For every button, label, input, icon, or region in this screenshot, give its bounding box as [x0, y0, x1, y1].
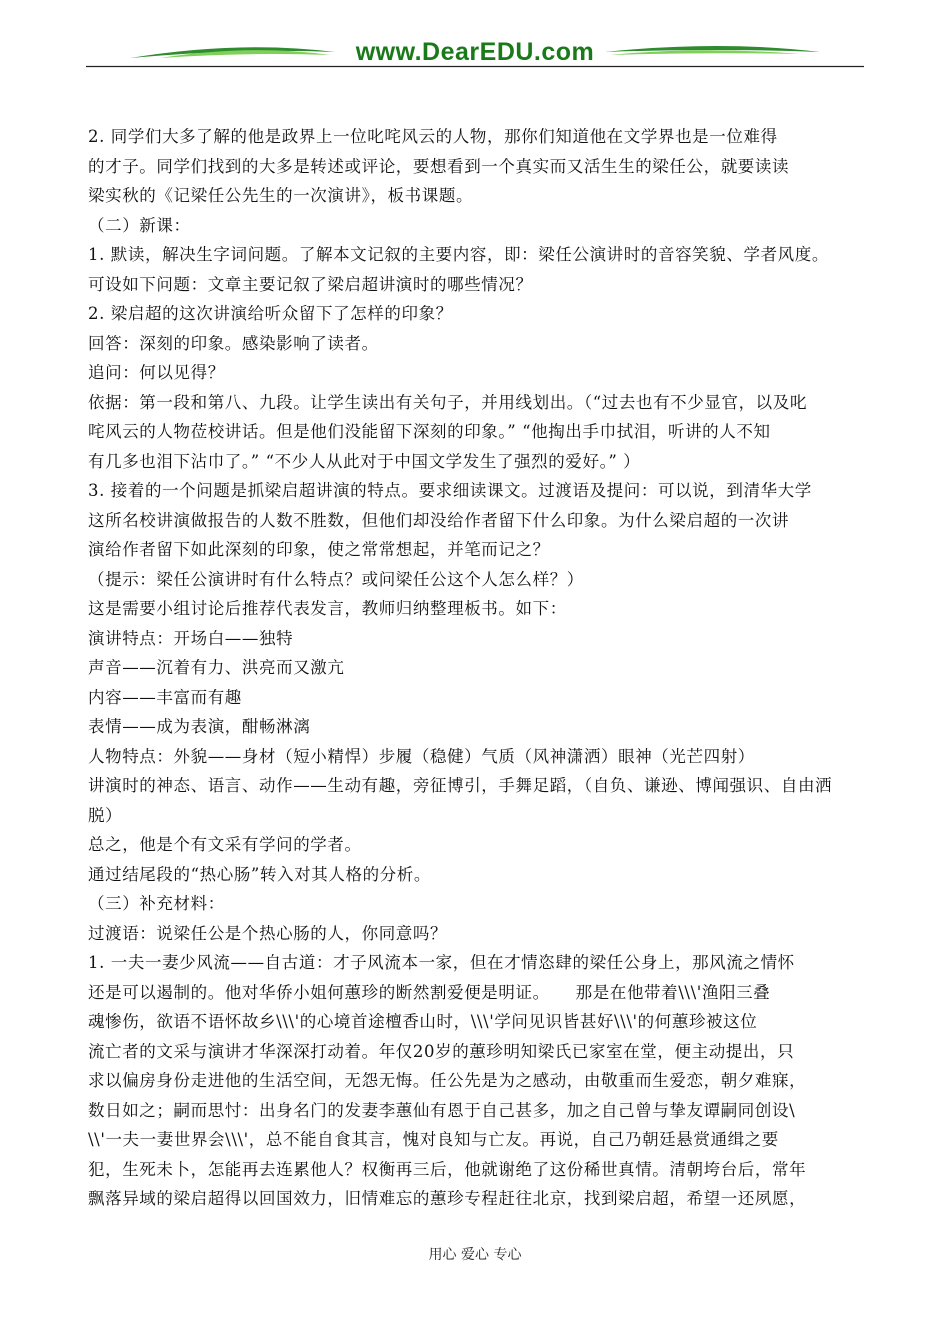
text-line: 飘落异域的梁启超得以回国效力，旧情难忘的蕙珍专程赶往北京，找到梁启超，希望一还夙愿，	[88, 1189, 807, 1208]
text-line: 梁实秋的《记梁任公先生的一次演讲》，板书课题。	[88, 186, 474, 205]
text-line: 求以偏房身份走进他的生活空间，无怨无悔。任公先是为之感动，由敬重而生爱恋，朝夕难寐，	[88, 1071, 807, 1090]
text-line: 过渡语：说梁任公是个热心肠的人，你同意吗？	[88, 923, 448, 943]
text-line: 流亡者的文采与演讲才华深深打动着。年仅20岁的蕙珍明知梁氏已家室在堂，便主动提出，只	[88, 1041, 795, 1061]
section-heading: （二）新课：	[88, 215, 191, 235]
text-line: 演讲特点：开场白——独特	[88, 628, 294, 648]
text-line: 这是需要小组讨论后推荐代表发言，教师归纳整理板书。如下：	[88, 599, 567, 618]
text-line: \\'一夫一妻世界会\\\'，总不能自食其言，愧对良知与亡友。再说，自己乃朝廷悬赏通缉之要	[88, 1130, 779, 1149]
text-line: 犯，生死未卜，怎能再去连累他人？权衡再三后，他就谢绝了这份稀世真情。清朝垮台后，常年	[88, 1159, 807, 1179]
text-line: 3. 接着的一个问题是抓梁启超讲演的特点。要求细读课文。过渡语及提问：可以说，到清华大学	[88, 481, 812, 500]
text-line: 1. 默读，解决生字词问题。了解本文记叙的主要内容，即：梁任公演讲时的音容笑貌、学者风度。	[88, 245, 829, 264]
text-line: 表情——成为表演，酣畅淋漓	[88, 717, 311, 736]
text-line: 2. 梁启超的这次讲演给听众留下了怎样的印象？	[88, 304, 453, 323]
section-heading: （三）补充材料：	[88, 894, 225, 913]
text-line: 1. 一夫一妻少风流——自古道：才子风流本一家，但在才情恣肆的梁任公身上，那风流之情怀	[88, 953, 795, 972]
text-line: 的才子。同学们找到的大多是转述或评论，要想看到一个真实而又活生生的梁任公，就要读读	[88, 156, 790, 176]
text-line: 2. 同学们大多了解的他是政界上一位叱咤风云的人物，那你们知道他在文学界也是一位难得	[88, 127, 778, 146]
text-line: 这所名校讲演做报告的人数不胜数，但他们却没给作者留下什么印象。为什么梁启超的一次讲	[88, 510, 790, 530]
text-line: 演给作者留下如此深刻的印象，使之常常想起，并笔而记之？	[88, 540, 550, 559]
page-footer: 用心 爱心 专心	[428, 1247, 522, 1263]
text-line: 追问：何以见得？	[88, 363, 225, 382]
text-line: 通过结尾段的“热心肠”转入对其人格的分析。	[88, 864, 431, 884]
text-line: 内容——丰富而有趣	[88, 687, 242, 707]
site-logo-text: www.DearEDU.com	[355, 38, 595, 66]
text-line: 声音——沉着有力、洪亮而又激亢	[88, 658, 345, 677]
page-header	[0, 0, 950, 80]
text-line: 总之，他是个有文采有学问的学者。	[88, 835, 362, 854]
text-line: （提示：梁任公演讲时有什么特点？或问梁任公这个人怎么样？）	[88, 569, 584, 589]
document-body	[88, 122, 864, 1214]
text-line: 数日如之；嗣而思忖：出身名门的发妻李蕙仙有恩于自己甚多，加之自己曾与挚友谭嗣同创设\	[88, 1100, 796, 1120]
text-line: 讲演时的神态、语言、动作——生动有趣，旁征博引，手舞足蹈，（自负、谦逊、博闻强识、自由洒	[88, 776, 833, 795]
text-line: 还是可以遏制的。他对华侨小姐何蕙珍的断然割爱便是明证。 那是在他带着\\\'渔阳三叠	[88, 982, 771, 1002]
text-line: 可设如下问题：文章主要记叙了梁启超讲演时的哪些情况？	[88, 274, 533, 294]
text-line: 脱）	[88, 805, 123, 825]
text-line: 魂惨伤，欲语不语怀故乡\\\'的心境首途檀香山时，\\\'学问见识皆甚好\\\'的何蕙珍被这位	[88, 1012, 758, 1031]
text-line: 有几多也泪下沾巾了。” “不少人从此对于中国文学发生了强烈的爱好。” ）	[88, 451, 641, 471]
text-line: 依据：第一段和第八、九段。让学生读出有关句子，并用线划出。（“过去也有不少显官，以及叱	[88, 392, 807, 412]
text-line: 回答：深刻的印象。感染影响了读者。	[88, 333, 379, 353]
text-line: 咤风云的人物莅校讲话。但是他们没能留下深刻的印象。” “他掏出手巾拭泪，听讲的人不知	[88, 422, 771, 441]
text-line: 人物特点：外貌——身材（短小精悍）步履（稳健）气质（风神潇洒）眼神（光芒四射）	[88, 746, 755, 766]
